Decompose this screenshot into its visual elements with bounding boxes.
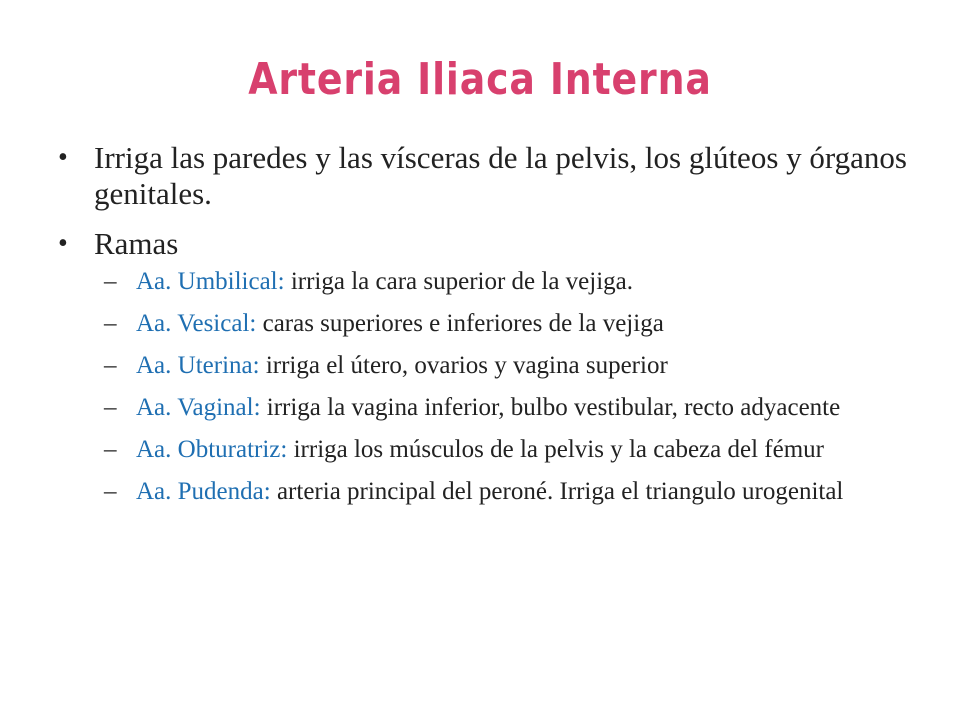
bullet-item-ramas (56, 226, 916, 262)
branch-name: Aa. Vaginal: (136, 394, 261, 421)
slide-content (56, 140, 916, 520)
slide-title: Arteria Iliaca Interna (248, 54, 712, 105)
dash-marker: – (104, 352, 117, 379)
branch-item-uterina (104, 352, 916, 380)
branch-item-vesical (104, 310, 916, 338)
branch-description: caras superiores e inferiores de la vejiga (256, 310, 664, 337)
dash-marker: – (104, 478, 117, 505)
bullet-text: Ramas (94, 226, 179, 261)
branch-description: arteria principal del peroné. Irriga el triangulo urogenital (270, 478, 844, 505)
branch-name: Aa. Vesical: (136, 310, 257, 337)
branch-item-umbilical (104, 268, 916, 296)
branch-name: Aa. Umbilical: (136, 268, 285, 295)
branch-description: irriga el útero, ovarios y vagina superior (259, 352, 668, 379)
dash-marker: – (104, 394, 117, 421)
branches-list (104, 268, 916, 506)
bullet-text: Irriga las paredes y las vísceras de la pelvis, los glúteos y órganos genitales. (94, 140, 907, 211)
branch-name: Aa. Uterina: (136, 352, 260, 379)
bullet-marker: • (58, 142, 68, 173)
dash-marker: – (104, 436, 117, 463)
dash-marker: – (104, 268, 117, 295)
bullet-marker: • (58, 228, 68, 259)
branch-name: Aa. Pudenda: (136, 478, 271, 505)
branch-item-vaginal (104, 394, 916, 422)
branch-description: irriga la vagina inferior, bulbo vestibular, recto adyacente (260, 394, 841, 421)
dash-marker: – (104, 310, 117, 337)
bullet-item-irrigation (56, 140, 916, 212)
branch-description: irriga los músculos de la pelvis y la cabeza del fémur (287, 436, 824, 463)
branch-name: Aa. Obturatriz: (136, 436, 288, 463)
branch-item-obturatriz (104, 436, 916, 464)
branch-item-pudenda (104, 478, 916, 506)
branch-description: irriga la cara superior de la vejiga. (284, 268, 634, 295)
